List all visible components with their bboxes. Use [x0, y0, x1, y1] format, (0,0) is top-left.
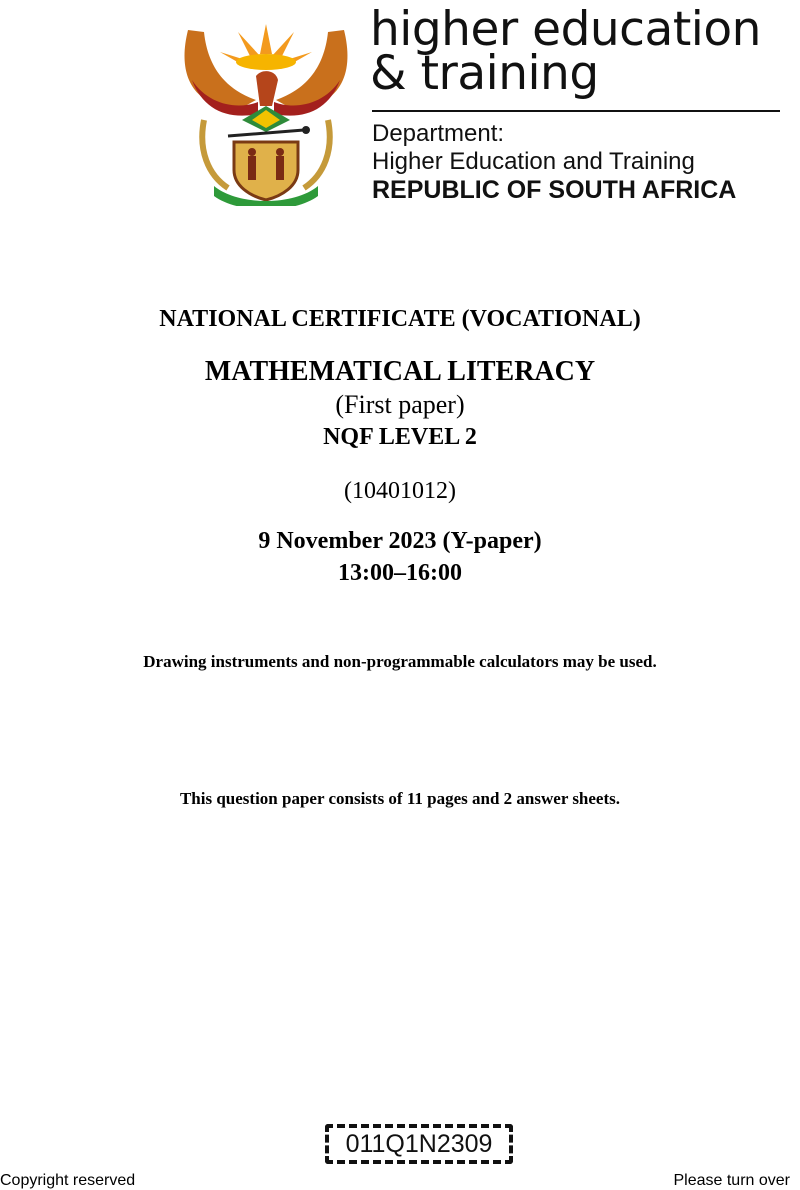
certificate-title: NATIONAL CERTIFICATE (VOCATIONAL): [159, 306, 641, 332]
exam-date: 9 November 2023 (Y-paper): [258, 528, 542, 554]
page-count-note: This question paper consists of 11 pages and 2 answer sheets.: [179, 789, 621, 808]
nqf-level: NQF LEVEL 2: [323, 424, 477, 450]
department-wordmark: [370, 2, 761, 101]
department-name: Higher Education and Training: [372, 148, 695, 175]
wordmark-divider: [372, 110, 780, 112]
subject-code: (10401012): [344, 478, 456, 504]
wordmark-line-2: & training: [370, 46, 599, 101]
instruction-note: Drawing instruments and non-programmable calculators may be used.: [143, 652, 657, 671]
department-block: [372, 120, 695, 176]
turn-over-notice: Please turn over: [673, 1172, 790, 1189]
paper-number: (First paper): [335, 390, 465, 419]
subject-title: MATHEMATICAL LITERACY: [204, 356, 596, 387]
coat-of-arms-icon: [168, 10, 364, 206]
copyright-notice: Copyright reserved: [0, 1172, 136, 1189]
wordmark-line-1: higher education: [370, 2, 761, 57]
paper-code-box: 011Q1N2309: [325, 1124, 513, 1164]
department-label: Department:: [372, 120, 505, 147]
country-name: REPUBLIC OF SOUTH AFRICA: [372, 176, 737, 204]
exam-time: 13:00–16:00: [338, 560, 462, 586]
